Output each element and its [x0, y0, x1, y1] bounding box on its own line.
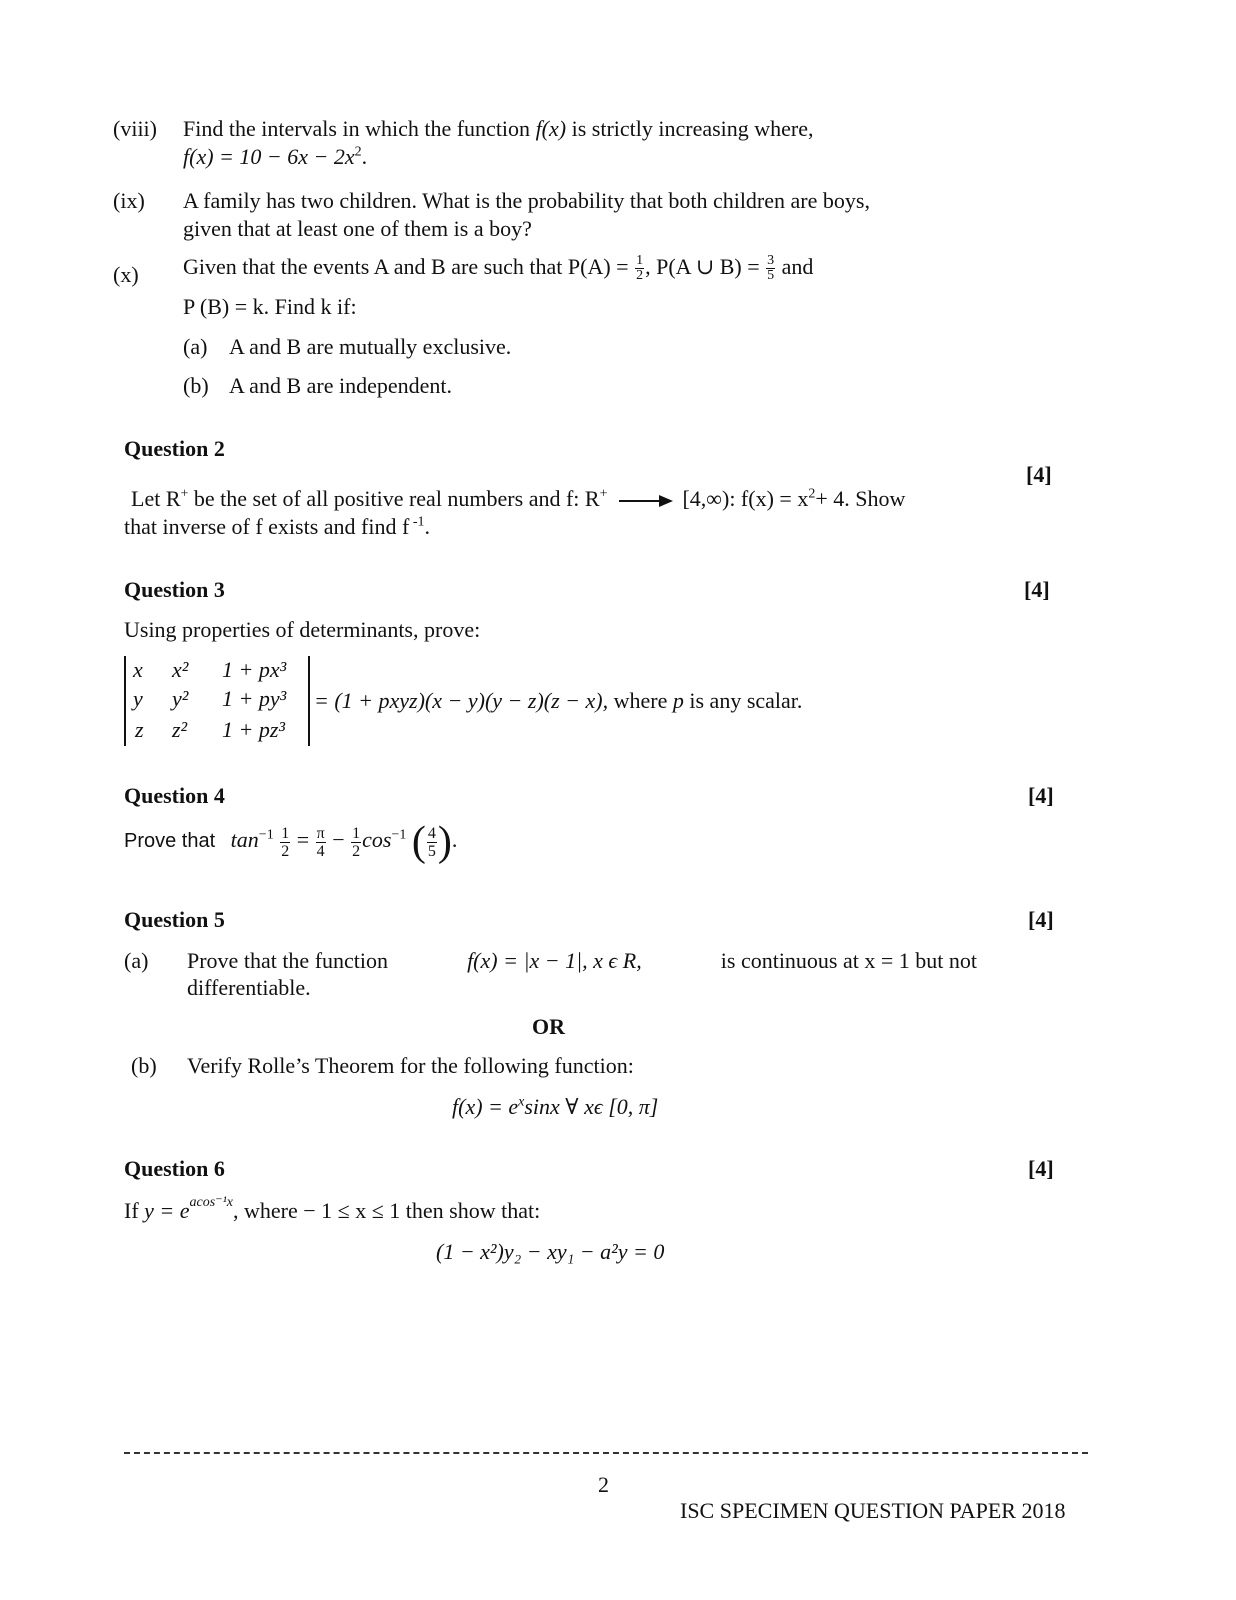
q3-intro: Using properties of determinants, prove: — [124, 617, 481, 642]
q5-or: OR — [532, 1014, 565, 1039]
q5-a-line1: Prove that the function f(x) = |x − 1|, x ϵ R, is continuous at x = 1 but not — [187, 948, 977, 973]
det-r2c3: 1 + py³ — [222, 686, 287, 711]
q5-b-label: (b) — [131, 1053, 157, 1078]
q1-x-label: (x) — [113, 262, 139, 287]
q1-x-line1: Given that the events A and B are such that P(A) = $\frac{1}{2}$ , P(A ∪ B) = $\frac{3}{5}$ and — [183, 253, 814, 284]
pu-fraction: $\frac{3}{5}$ — [767, 253, 775, 284]
q1-x-line2: P (B) = k. Find k if: — [183, 294, 357, 319]
q1-x-b-label: (b) — [183, 373, 209, 398]
q6-marks: [4] — [1028, 1156, 1054, 1181]
det-r2c2: y² — [172, 686, 189, 711]
q5-a-label: (a) — [124, 948, 149, 973]
right-arrow-icon — [619, 494, 673, 508]
q1-viii-formula: $f(x) = 10 - 6x - 2x^2$. — [183, 144, 368, 169]
q3-marks: [4] — [1024, 577, 1050, 602]
page-number: 2 — [598, 1472, 609, 1497]
det-r1c3: 1 + px³ — [222, 657, 287, 682]
paper-title: ISC SPECIMEN QUESTION PAPER 2018 — [680, 1498, 1066, 1523]
q1-x-b-text: A and B are independent. — [229, 373, 452, 398]
q1-viii-label: (viii) — [113, 116, 157, 141]
determinant — [124, 656, 310, 746]
q4-title: Question 4 — [124, 783, 225, 808]
q6-title: Question 6 — [124, 1156, 225, 1181]
q1-viii-line1: Find the intervals in which the function f(x) is strictly increasing where, — [183, 116, 814, 141]
q1-ix-line2: given that at least one of them is a boy? — [183, 216, 532, 241]
q4-equation: Prove that $\tan^{-1}$ $\frac{1}{2}$ = $\frac{\pi}{4}$ − $\frac{1}{2}$ $\cos^{-1}$ ( $\frac{4}{5}$ ). — [124, 819, 458, 865]
q5-a-line2: differentiable. — [187, 975, 311, 1000]
q2-title: Question 2 — [124, 436, 225, 461]
q5-marks: [4] — [1028, 907, 1054, 932]
q2-line2: that inverse of f exists and find f $^{-1}$. — [124, 514, 430, 539]
det-r1c1: x — [133, 657, 143, 682]
det-r3c2: z² — [172, 717, 188, 742]
footer-divider — [124, 1452, 1088, 1454]
q3-title: Question 3 — [124, 577, 225, 602]
det-r3c1: z — [135, 717, 144, 742]
det-r1c2: x² — [172, 657, 189, 682]
q2-marks: [4] — [1026, 462, 1052, 487]
q4-marks: [4] — [1028, 783, 1054, 808]
q2-line1: Let R+ be the set of all positive real numbers and f: R+ [4,∞): $f(x) = x^2+ 4$. Show — [131, 486, 906, 511]
q5-b-text: Verify Rolle’s Theorem for the following function: — [187, 1053, 634, 1078]
q1-ix-label: (ix) — [113, 188, 145, 213]
q5-b-formula: $f(x) = e^x\sin x$ ∀ xϵ [0, π] — [452, 1094, 659, 1119]
q6-statement: If $y = e^{acos^{-1}x}$, where − 1 ≤ x ≤ 1 then show that: — [124, 1194, 541, 1223]
q1-x-a-text: A and B are mutually exclusive. — [229, 334, 512, 359]
pa-fraction: $\frac{1}{2}$ — [636, 253, 644, 284]
q5-title: Question 5 — [124, 907, 225, 932]
q6-result: (1 − x²)y₂ − xy₁ − a²y = 0 — [436, 1239, 665, 1264]
q1-x-a-label: (a) — [183, 334, 208, 359]
q1-ix-line1: A family has two children. What is the probability that both children are boys, — [183, 188, 870, 213]
det-r3c3: 1 + pz³ — [222, 717, 286, 742]
q3-rhs: = (1 + pxyz)(x − y)(y − z)(z − x), where p is any scalar. — [314, 688, 803, 713]
det-r2c1: y — [133, 686, 143, 711]
